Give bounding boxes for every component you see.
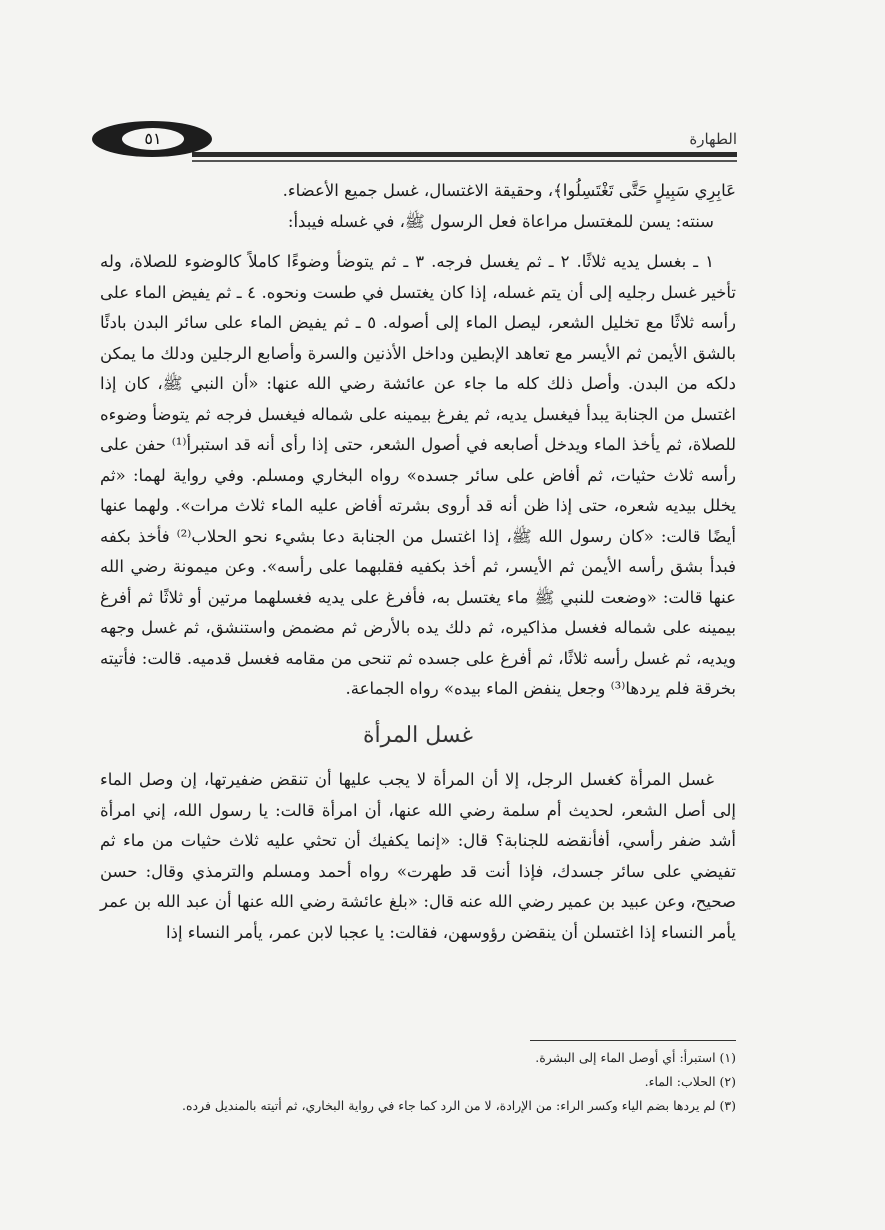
section-heading: غسل المرأة xyxy=(362,722,474,748)
footnote-3: (٣) لم يردها بضم الياء وكسر الراء: من الإرادة، لا من الرد كما جاء في رواية البخاري، ثم أتيته بالمنديل فرده. xyxy=(182,1098,736,1113)
header-rule-thin xyxy=(192,160,737,162)
footnote-1: (١) استبرأ: أي أوصل الماء إلى البشرة. xyxy=(535,1050,736,1065)
spacer xyxy=(100,237,736,247)
paragraph-verse-end: عَابِرِي سَبِيلٍ حَتَّى تَغْتَسِلُوا﴾، وحقيقة الاغتسال، غسل جميع الأعضاء. xyxy=(282,181,736,200)
header-rule-thick xyxy=(192,152,737,157)
footnote-2: (٢) الحلاب: الماء. xyxy=(644,1074,736,1089)
running-title: الطهارة xyxy=(689,130,737,148)
page-header xyxy=(92,118,737,168)
footnote-separator xyxy=(530,1040,736,1041)
page-number: ٥١ xyxy=(122,128,184,150)
paragraph-sunnah: سنته: يسن للمغتسل مراعاة فعل الرسول ﷺ، في غسله فيبدأ: xyxy=(287,211,714,231)
main-text xyxy=(100,176,736,948)
paragraph-ghusl-steps: ١ ـ بغسل يديه ثلاثًا. ٢ ـ ثم يغسل فرجه. ٣ ـ ثم يتوضأ وضوءًا كاملاً كالوضوء للصلاة، وله تأخير غسل رجليه إلى أن يتم غسله، إذا كان يغتسل في طست ونحوه. ٤ ـ ثم يفيض الماء على رأسه ثلاثًا مع تخليل الشعر، ليصل الماء إلى أصوله. ٥ ـ ثم يفيض الماء على سائر البدن بادئًا بالشق الأيمن ثم الأيسر مع تعاهد الإبطين وداخل الأذنين والسرة وأصابع الرجلين ودلك ما يمكن دلكه من البدن. وأصل ذلك كله ما جاء عن عائشة رضي الله عنها: «أن النبي ﷺ، كان إذا اغتسل من الجنابة يبدأ فيغسل يديه، ثم يفرغ بيمينه على شماله فيغسل فرجه ثم يتوضأ وضوءه للصلاة، ثم يأخذ الماء ويدخل أصابعه في أصول الشعر، حتى إذا رأى أنه قد استبرأ⁽¹⁾ حفن على رأسه ثلاث حثيات، ثم أفاض على سائر جسده» رواه البخاري ومسلم. وفي رواية لهما: «ثم يخلل بيديه شعره، حتى إذا ظن أنه قد أروى بشرته أفاض عليه الماء ثلاث مرات». ولهما عنها أيضًا قالت: «كان رسول الله ﷺ، إذا اغتسل من الجنابة دعا بشيء نحو الحلاب⁽²⁾ فأخذ بكفه فبدأ بشق رأسه الأيمن ثم الأيسر، ثم أخذ بكفيه فقلبهما على رأسه». وعن ميمونة رضي الله عنها قالت: «وضعت للنبي ﷺ ماء يغتسل به، فأفرغ على يديه فغسلهما مرتين أو ثلاثًا ثم أفرغ بيمينه على شماله فغسل مذاكيره، ثم دلك يده بالأرض ثم مضمض واستنشق، ثم غسل وجهه ويديه، ثم غسل رأسه ثلاثًا، ثم أفرغ على جسده ثم تنحى من مقامه فغسل قدميه. قالت: فأتيته بخرقة فلم يردها⁽³⁾ وجعل ينفض الماء بيده» رواه الجماعة. xyxy=(100,252,736,698)
footnotes xyxy=(100,1046,736,1118)
paragraph-woman-ghusl: غسل المرأة كغسل الرجل، إلا أن المرأة لا يجب عليها أن تنقض ضفيرتها، إن وصل الماء إلى أصل الشعر، لحديث أم سلمة رضي الله عنها، أن امرأة قالت: يا رسول الله، إني امرأة أشد ضفر رأسي، أفأنقضه للجنابة؟ قال: «إنما يكفيك أن تحثي عليه ثلاث حثيات من ماء ثم تفيضي على سائر جسدك، فإذا أنت قد طهرت» رواه أحمد ومسلم والترمذي وقال: حسن صحيح، وعن عبيد بن عمير رضي الله عنه قال: «بلغ عائشة رضي الله عنها أن عبد الله بن عمر يأمر النساء إذا اغتسلن أن ينقضن رؤوسهن، فقالت: يا عجبا لابن عمر، يأمر النساء إذا xyxy=(100,770,736,942)
